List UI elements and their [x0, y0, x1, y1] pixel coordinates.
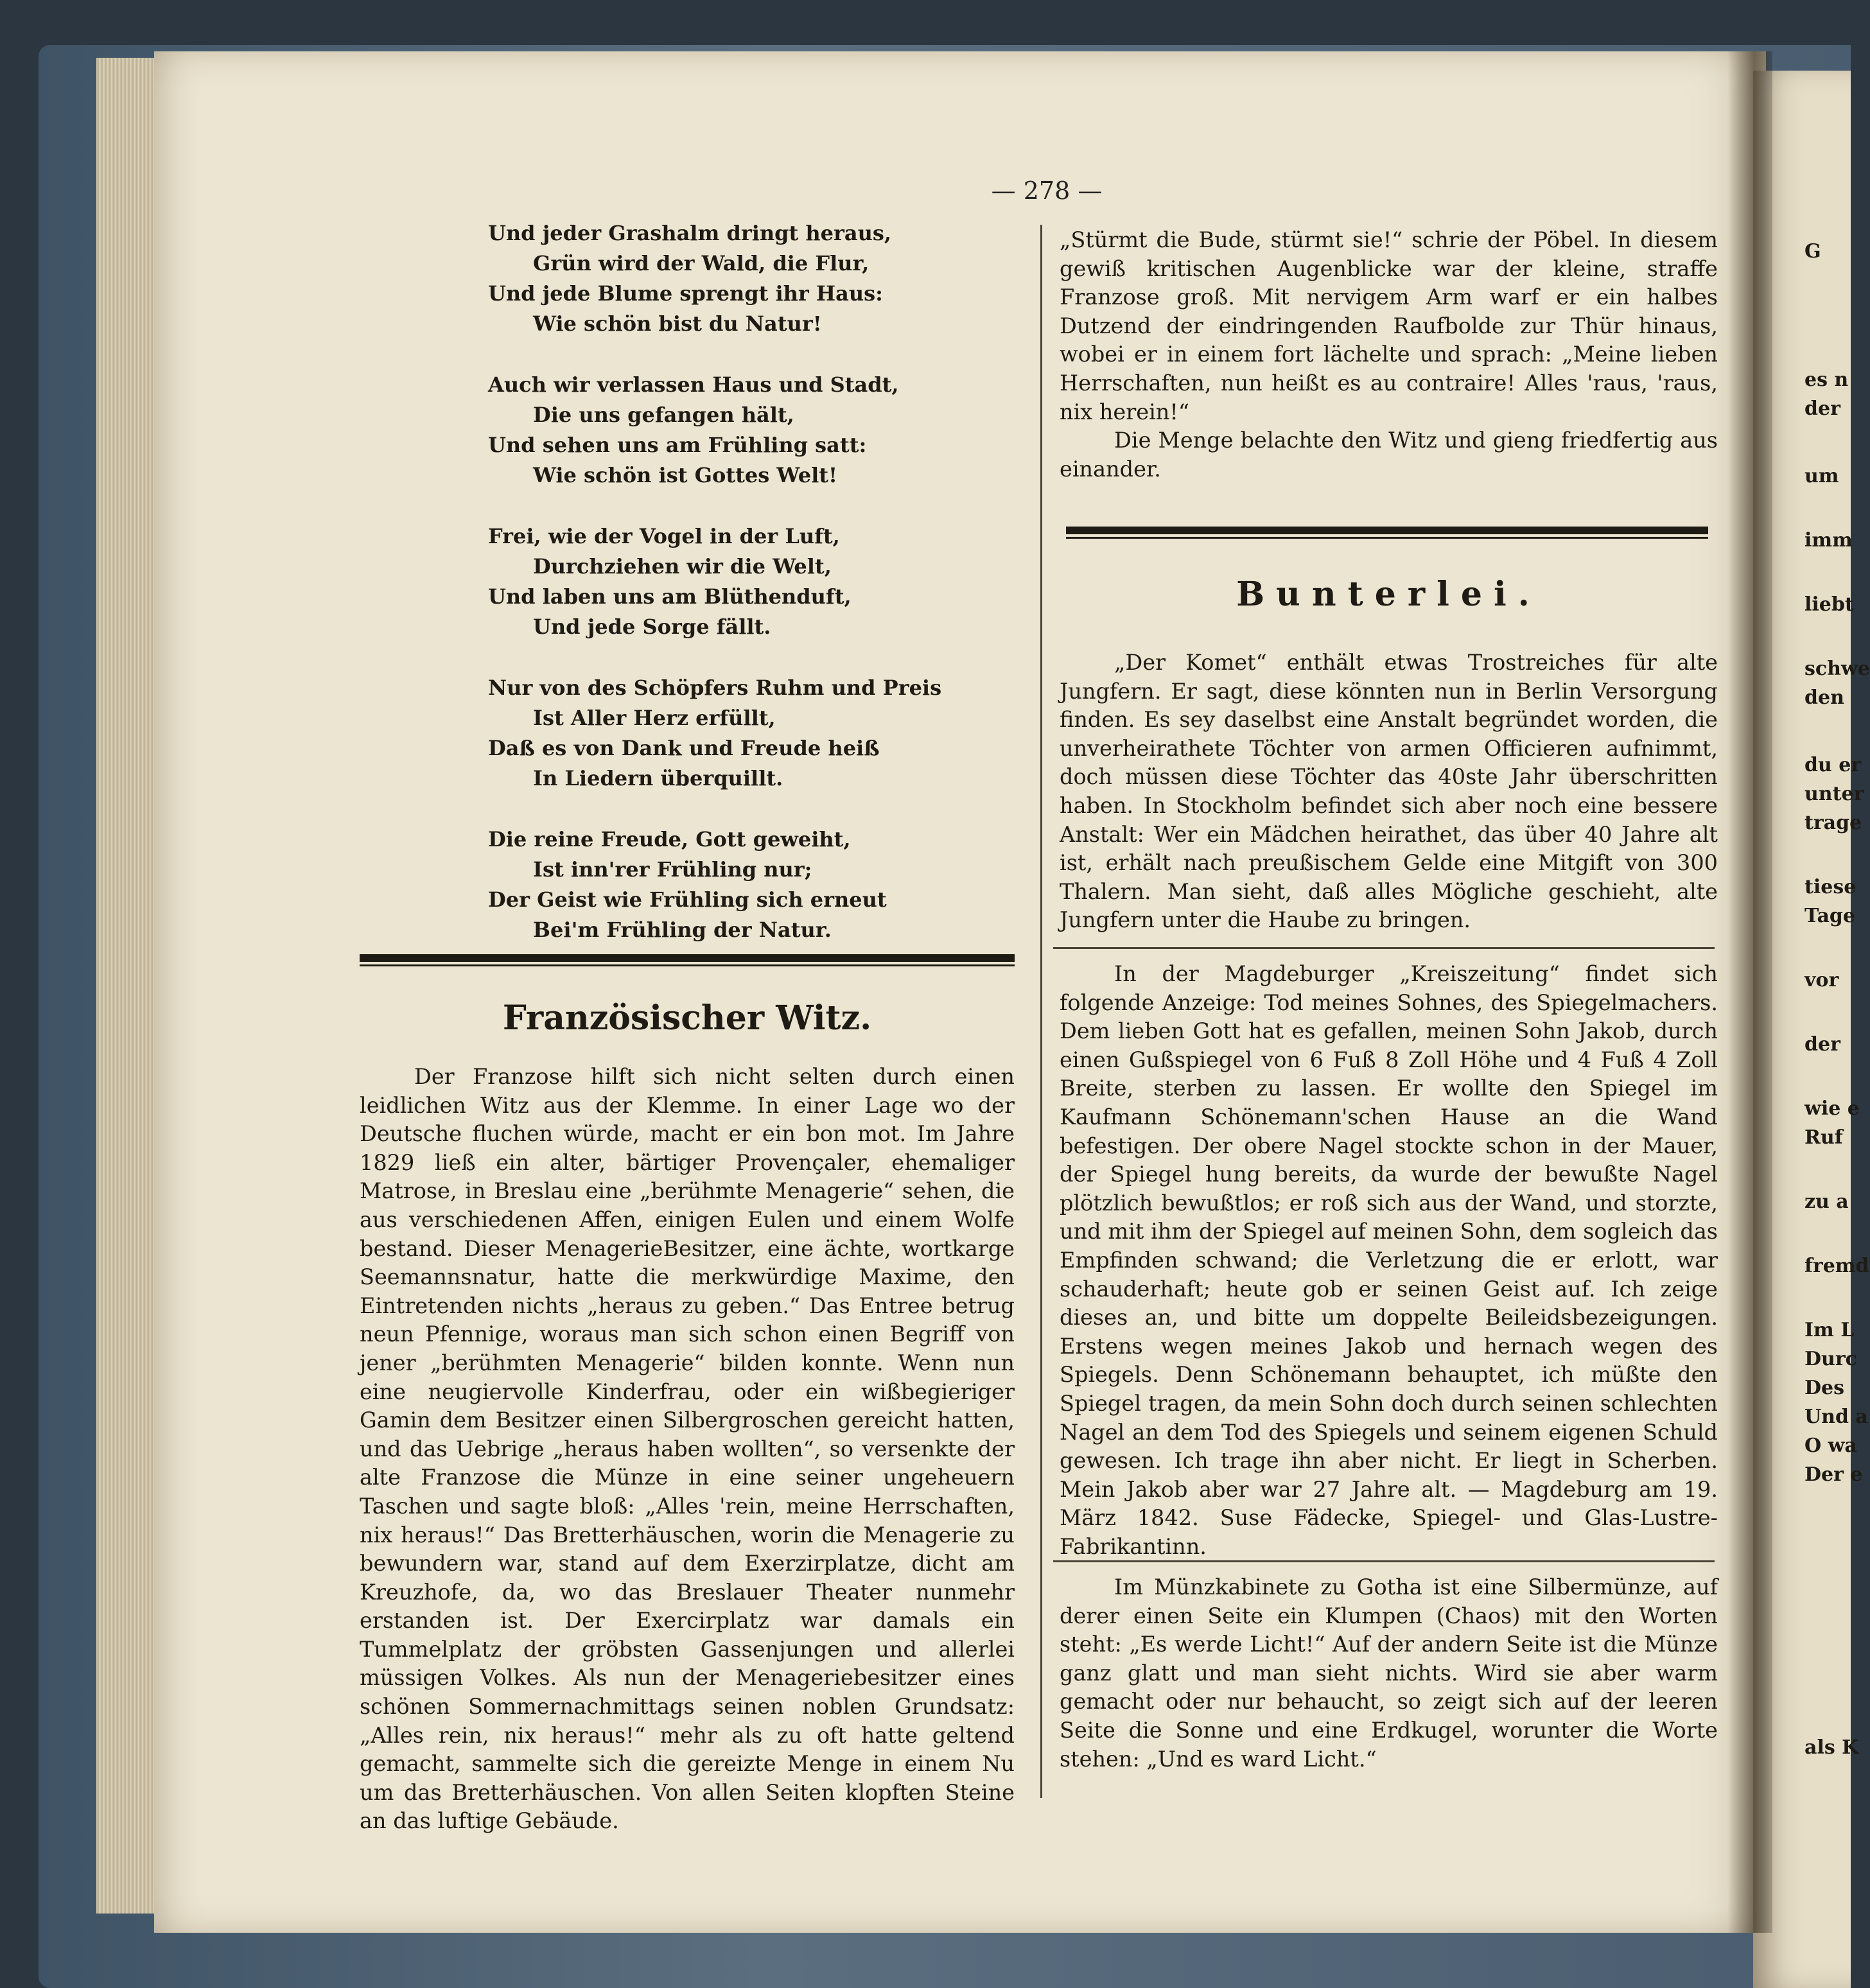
poem-stanza — [488, 521, 938, 642]
next-page-fragment: trage — [1804, 812, 1862, 834]
article-continuation — [1060, 226, 1718, 484]
next-page-fragment: als K — [1804, 1736, 1859, 1759]
continuation-paragraph: Die Menge belachte den Witz und gieng friedfertig aus einander. — [1060, 428, 1718, 482]
next-page-fragment: imm — [1804, 529, 1853, 552]
poem-line: Und jeder Grashalm dringt heraus, — [488, 221, 892, 245]
next-page-fragment: Der e — [1804, 1463, 1863, 1486]
next-page-fragment: du er — [1804, 754, 1862, 776]
poem-line: Durchziehen wir die Welt, — [533, 554, 832, 579]
next-page-fragment: schwe — [1804, 658, 1870, 680]
poem-stanza — [488, 824, 938, 945]
bunterlei-item-komet: „Der Komet“ enthält etwas Trostreiches für alte Jungfern. Er sagt, diese könnten nun in Berlin Versorgung finden. Es sey daselbst eine Anstalt begründet worden, die unverheirathete Töchter von armen Officieren aufnimmt, doch müssen diese Töchter das 40ste Jahr überschritten haben. In Stockholm befindet sich aber noch eine bessere Anstalt: Wer ein Mädchen heirathet, das über 40 Jahre alt ist, erhält nach preußischem Gelde eine Mitgift von 300 Thalern. Man sieht, daß alles Mögliche geschieht, alte Jungfern unter die Haube zu bringen. — [1060, 650, 1718, 933]
next-page-fragment: Durc — [1804, 1348, 1857, 1370]
poem-line: Und sehen uns am Frühling satt: — [488, 433, 867, 457]
bunterlei-item-magdeburg: In der Magdeburger „Kreiszeitung“ findet sich folgende Anzeige: Tod meines Sohnes, des Spiegelmachers. Dem lieben Gott hat es gefallen, meinen Sohn Jakob, durch einen Gußspiegel von 6 Fuß 8 Zoll Höhe und 4 Fuß 4 Zoll Breite, sterben zu lassen. Er wollte den Spiegel im Kaufmann Schönemann'schen Hause an die Wand befestigen. Der obere Nagel stockte schon in der Mauer, der Spiegel hung bereits, da wurde der bewußte Nagel plötzlich bewußtlos; er roß sich aus der Wand, und storzte, und mit ihm der Spiegel auf meinen Sohn, dem sogleich das Empfinden schwand; die Verletzung die er erlott, war schauderhaft; heute gob er seinen Geist auf. Ich zeige dieses an, und bitte um doppelte Beileidsbezeigungen. Erstens wegen meines Jakob und hernach wegen des Spiegels. Denn Schönemann behauptet, ich müßte den Spiegel tragen, da mein Sohn doch durch seinen schlechten Nagel an dem Tod des Spiegels und seinem eigenen Schuld gewesen. Ich trage ihn aber nicht. Er liegt in Scherben. Mein Jakob aber war 27 Jahre alt. — Magdeburg am 19. März 1842. Suse Fädecke, Spiegel- und Glas-Lustre-Fabrikantinn. — [1060, 961, 1718, 1559]
next-page-fragment: O wa — [1804, 1434, 1857, 1457]
poem-line: Auch wir verlassen Haus und Stadt, — [488, 372, 899, 397]
poem-line: Wie schön bist du Natur! — [533, 311, 822, 336]
next-page-fragment: zu a — [1804, 1190, 1849, 1213]
next-page-fragment: Ruf — [1804, 1126, 1843, 1149]
poem-stanza — [488, 370, 938, 491]
article-paragraph: Der Franzose hilft sich nicht selten durch einen leidlichen Witz aus der Klemme. In einer Lage wo der Deutsche fluchen würde, macht er ein bon mot. Im Jahre 1829 ließ ein alter, bärtiger Provençaler, ehemaliger Matrose, in Breslau eine „berühmte Menagerie“ sehen, die aus verschiedenen Affen, einigen Eulen und einem Wolfe bestand. Dieser MenagerieBesitzer, eine ächte, wortkarge Seemannsnatur, hatte die merkwürdige Maxime, den Eintretenden nichts „heraus zu geben.“ Das Entree betrug neun Pfennige, woraus man sich schon einen Begriff von jener „berühmten Menagerie“ bilden konnte. Wenn nun eine neugiervolle Kinderfrau, oder ein wißbegieriger Gamin dem Besitzer einen Silbergroschen gereicht hatten, und das Uebrige „heraus haben wollten“, so versenkte der alte Franzose die Münze in eine seiner ungeheuern Taschen und sagte bloß: „Alles 'rein, meine Herrschaften, nix heraus!“ Das Bretterhäuschen, worin die Menagerie zu bewundern war, stand auf dem Exerzirplatze, dicht am Kreuzhofe, da, wo das Breslauer Theater nunmehr erstanden ist. Der Exercirplatz war damals ein Tummelplatz der gröbsten Gassenjungen und allerlei müssigen Volkes. Als nun der Menageriebesitzer eines schönen Sommernachmittags seinen noblen Grundsatz: „Alles rein, nix heraus!“ mehr als zu oft hatte geltend gemacht, sammelte sich die gereizte Menge in einem Nu um das Bretterhäuschen. Von allen Seiten klopften Steine an das luftige Gebäude. — [360, 1064, 1015, 1834]
poem-line: Und jede Blume sprengt ihr Haus: — [488, 281, 883, 306]
poem-stanza — [488, 673, 942, 794]
next-page-fragment: G — [1804, 240, 1821, 263]
article-franzoesischer-witz — [360, 1063, 1015, 1836]
poem-line: Frei, wie der Vogel in der Luft, — [488, 524, 840, 548]
next-page-fragment: der — [1804, 1033, 1840, 1056]
next-page-fragment: um — [1804, 465, 1839, 487]
item-divider — [1053, 1560, 1715, 1562]
next-page-fragment: liebt — [1804, 593, 1854, 616]
next-page-fragment: wie e — [1804, 1097, 1860, 1120]
next-page-fragment: tiese — [1804, 876, 1857, 898]
poem-line: Nur von des Schöpfers Ruhm und Preis — [488, 676, 942, 700]
section-divider-right — [1066, 527, 1708, 534]
poem-line: Und laben uns am Blüthenduft, — [488, 584, 852, 609]
poem-line: Die uns gefangen hält, — [533, 403, 794, 427]
poem-line: Wie schön ist Gottes Welt! — [533, 463, 838, 487]
book-gutter — [1727, 51, 1772, 1933]
next-page-fragment: Und a — [1804, 1406, 1868, 1428]
poem-line: Ist Aller Herz erfüllt, — [533, 706, 776, 730]
poem-line: Der Geist wie Frühling sich erneut — [488, 887, 887, 912]
next-page-fragment: Des — [1804, 1377, 1844, 1399]
next-page-fragment: vor — [1804, 969, 1839, 991]
next-page-fragment: fremd — [1804, 1255, 1869, 1277]
poem — [488, 218, 942, 976]
poem-line: Die reine Freude, Gott geweiht, — [488, 827, 851, 851]
continuation-paragraph: „Stürmt die Bude, stürmt sie!“ schrie der Pöbel. In diesem gewiß kritischen Augenblicke war der kleine, straffe Franzose groß. Mit nervigem Arm warf er ein halbes Dutzend der eindringenden Raufbolde zur Thür hinaus, wobei er in einem fort lächelte und sprach: „Meine lieben Herrschaften, nun heißt es au contraire! Alles 'raus, 'raus, nix herein!“ — [1060, 227, 1718, 424]
poem-line: In Liedern überquillt. — [533, 766, 783, 790]
poem-line: Daß es von Dank und Freude heiß — [488, 736, 880, 760]
next-page-fragment: Tage — [1804, 905, 1855, 927]
poem-line: Bei'm Frühling der Natur. — [533, 918, 832, 942]
next-page-fragment: der — [1804, 397, 1840, 420]
next-page-fragment: unter — [1804, 783, 1864, 805]
poem-line: Und jede Sorge fällt. — [533, 615, 771, 639]
section-divider-left — [360, 954, 1015, 962]
poem-stanza — [488, 218, 938, 339]
item-divider — [1053, 947, 1715, 949]
next-page-fragment: den — [1804, 686, 1844, 709]
heading-bunterlei: Bunterlei. — [1236, 575, 1541, 614]
poem-line: Ist inn'rer Frühling nur; — [533, 857, 812, 882]
column-divider — [1040, 225, 1042, 1798]
next-page-fragment: es n — [1804, 369, 1849, 391]
bunterlei-item-gotha: Im Münzkabinete zu Gotha ist eine Silbermünze, auf derer einen Seite ein Klumpen (Chaos) mit den Worten steht: „Es werde Licht!“ Auf der andern Seite ist die Münze ganz glatt und man sieht nichts. Wird sie aber warm gemacht oder nur behaucht, so zeigt sich auf der leeren Seite die Sonne und eine Erdkugel, worunter die Worte stehen: „Und es ward Licht.“ — [1060, 1574, 1718, 1772]
poem-line: Grün wird der Wald, die Flur, — [533, 251, 869, 275]
heading-franzoesischer-witz: Französischer Witz. — [502, 998, 872, 1038]
page-number: — 278 — — [991, 177, 1103, 205]
next-page-fragment: Im L — [1804, 1319, 1855, 1341]
